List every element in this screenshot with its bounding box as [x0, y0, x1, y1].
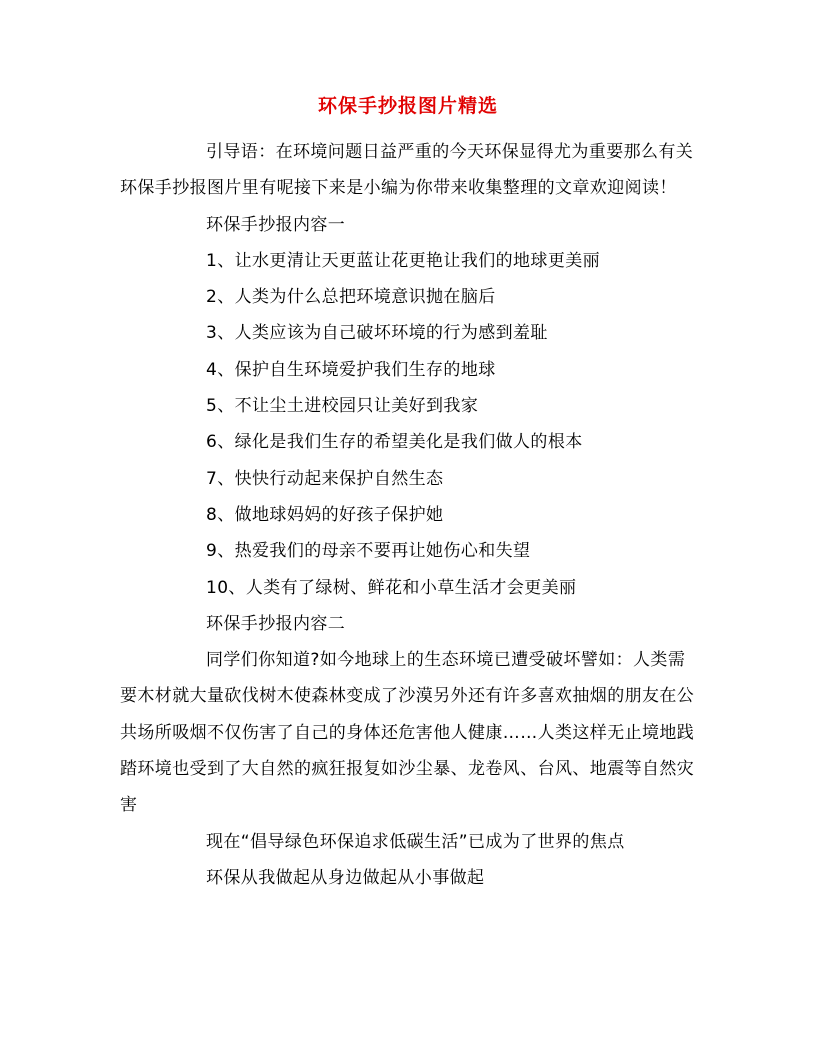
slogan-item: 5、不让尘土进校园只让美好到我家 [206, 396, 479, 417]
slogan-item: 2、人类为什么总把环境意识抛在脑后 [206, 287, 496, 308]
closing-line: 环保从我做起从身边做起从小事做起 [206, 867, 485, 888]
slogan-item: 6、绿化是我们生存的希望美化是我们做人的根本 [206, 432, 583, 453]
slogan-line: 现在“倡导绿色环保追求低碳生活”已成为了世界的焦点 [206, 831, 625, 852]
slogan-item: 8、做地球妈妈的好孩子保护她 [206, 504, 444, 525]
slogan-item: 7、快快行动起来保护自然生态 [206, 468, 444, 489]
section-heading-2: 环保手抄报内容二 [206, 613, 346, 634]
slogan-item: 9、热爱我们的母亲不要再让她伤心和失望 [206, 541, 531, 562]
section-heading-1: 环保手抄报内容一 [206, 214, 346, 235]
document-body [120, 134, 700, 896]
slogan-item: 4、保护自生环境爱护我们生存的地球 [206, 359, 496, 380]
intro-paragraph: 引导语：在环境问题日益严重的今天环保显得尤为重要那么有关环保手抄报图片里有呢接下来是小编为你带来收集整理的文章欢迎阅读！ [120, 142, 694, 199]
slogan-item: 3、人类应该为自己破坏环境的行为感到羞耻 [206, 323, 548, 344]
body-paragraph: 同学们你知道?如今地球上的生态环境已遭受破坏譬如：人类需要木材就大量砍伐树木使森林变成了沙漠另外还有许多喜欢抽烟的朋友在公共场所吸烟不仅伤害了自己的身体还危害他人健康……人类这样无止境地践踏环境也受到了大自然的疯狂报复如沙尘暴、龙卷风、台风、地震等自然灾害 [120, 650, 695, 816]
slogan-item: 1、让水更清让天更蓝让花更艳让我们的地球更美丽 [206, 250, 601, 271]
slogan-item: 10、人类有了绿树、鲜花和小草生活才会更美丽 [206, 577, 577, 598]
document-title: 环保手抄报图片精选 [317, 95, 498, 117]
